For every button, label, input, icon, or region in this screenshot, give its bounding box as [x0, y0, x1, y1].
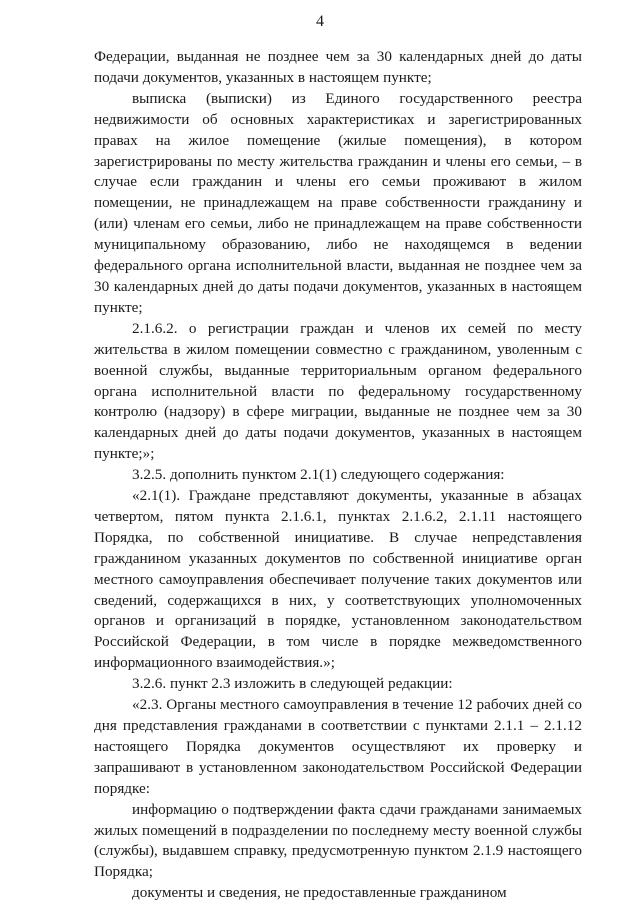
- document-body: [94, 47, 582, 904]
- paragraph-5: «2.1(1). Граждане представляют документы, указанные в абзацах четвертом, пятом пункта 2.1.6.1, пунктах 2.1.6.2, 2.1.11 настоящего Порядка, по собственной инициативе. В случае непредставления гражданином указанных документов по собственной инициативе орган местного самоуправления обеспечивает получение таких документов или сведений, содержащихся в них, у соответствующих уполномоченных органов и организаций в порядке, установленном законодательством Российской Федерации, в том числе в порядке межведомственного информационного взаимодействия.»;: [94, 487, 582, 672]
- paragraph-7: «2.3. Органы местного самоуправления в течение 12 рабочих дней со дня представления гражданами в соответствии с пунктами 2.1.1 – 2.1.12 настоящего Порядка документов осуществляют их проверку и запрашивают в установленном законодательством Российской Федерации порядке:: [94, 696, 582, 797]
- page-number: 4: [316, 13, 324, 30]
- paragraph-4: 3.2.5. дополнить пунктом 2.1(1) следующего содержания:: [132, 466, 505, 484]
- paragraph-9: документы и сведения, не предоставленные гражданином: [132, 884, 507, 902]
- paragraph-6: 3.2.6. пункт 2.3 изложить в следующей редакции:: [132, 675, 453, 693]
- paragraph-8: информацию о подтверждении факта сдачи гражданами занимаемых жилых помещений в подразделении по последнему месту военной службы (службы), выдавшем справку, предусмотренную пунктом 2.1.9 настоящего Порядка;: [94, 800, 582, 881]
- paragraph-2: выписка (выписки) из Единого государственного реестра недвижимости об основных характеристиках и зарегистрированных правах на жилое помещение (жилые помещения), в котором зарегистрированы по месту жительства гражданин и члены его семьи, – в случае если гражданин и члены его семьи проживают в жилом помещении, не принадлежащем на праве собственности гражданину и (или) членам его семьи, либо не принадлежащем на праве собственности муниципальному образованию, либо не находящемся в ведении федерального органа исполнительной власти, выданная не позднее чем за 30 календарных дней до даты подачи документов, указанных в настоящем пункте;: [94, 89, 582, 316]
- paragraph-1: Федерации, выданная не позднее чем за 30 календарных дней до даты подачи документов, указанных в настоящем пункте;: [94, 48, 582, 86]
- paragraph-3: 2.1.6.2. о регистрации граждан и членов их семей по месту жительства в жилом помещении совместно с гражданином, уволенным с военной службы, выданные территориальным органом федерального органа исполнительной власти по федеральному государственному контролю (надзору) в сфере миграции, выданные не позднее чем за 30 календарных дней до даты подачи документов, указанных в настоящем пункте;»;: [94, 319, 582, 463]
